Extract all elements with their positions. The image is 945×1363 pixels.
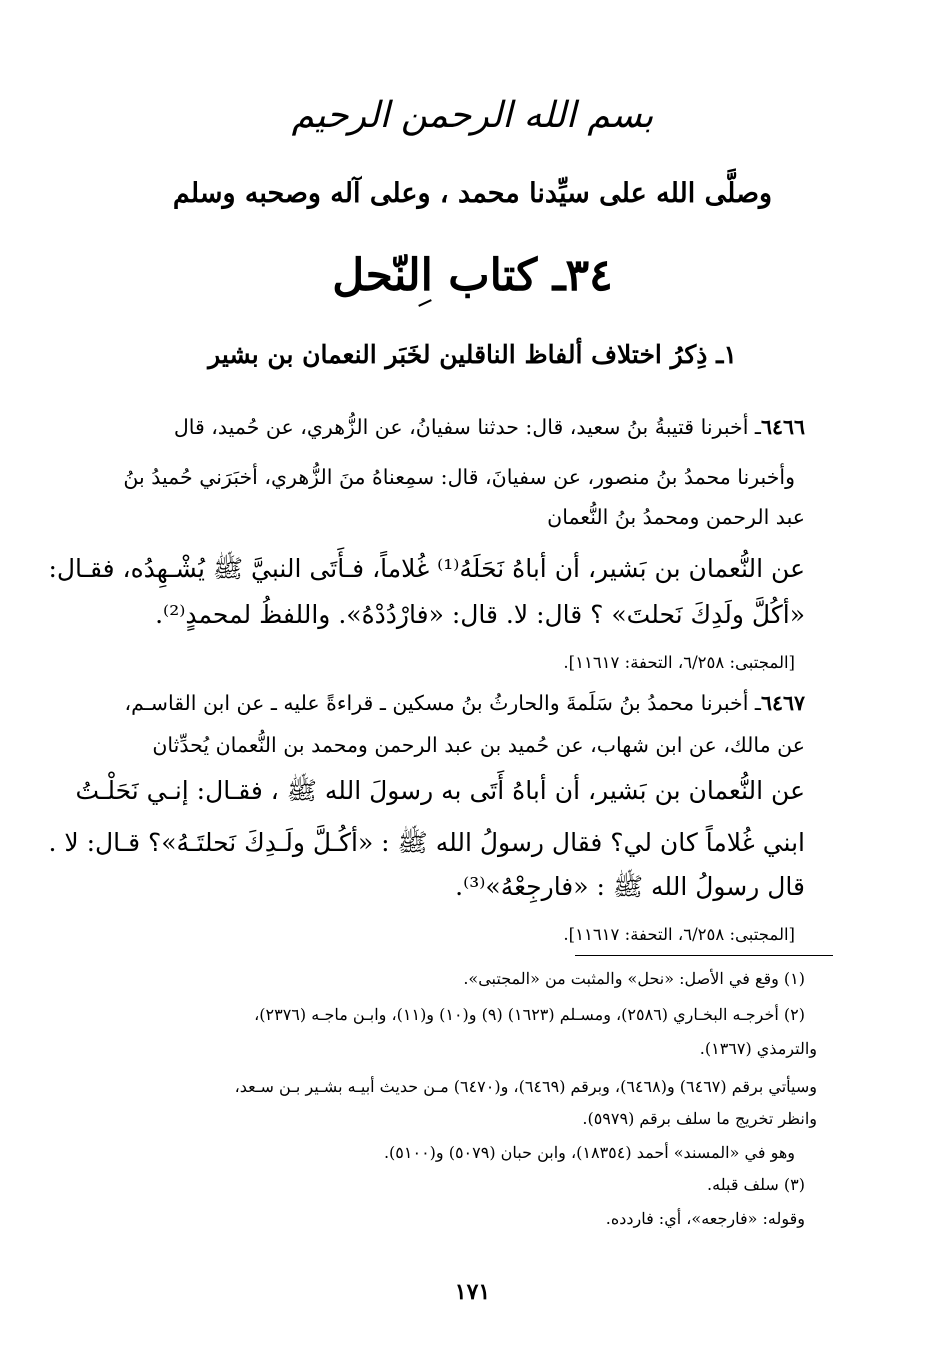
basmala-calligraphy: بسم الله الرحمن الرحيم xyxy=(291,95,654,136)
hadith-6466-matn-line-2: «أكُلَّ ولَدِكَ نَحلتَ» ؟ قال: لا. قال: «فارْدُدْهُ». واللفظُ لمحمدٍ⁽²⁾. xyxy=(155,600,805,629)
book-title xyxy=(0,244,945,308)
hadith-6467-isnad-line-1 xyxy=(125,686,806,720)
hadith-6466-reference: [المجتبى: ٦/٢٥٨، التحفة: ١١٦١٧]. xyxy=(563,653,795,672)
page-number: ١٧١ xyxy=(454,1279,491,1305)
footnote-divider xyxy=(575,955,833,956)
footnote-2-line-1: (٢) أخرجـه البخـاري (٢٥٨٦)، ومسـلم (١٦٢٣) (٩) و(١٠) و(١١)، وابـن ماجـه (٢٣٧٦)، xyxy=(254,1005,805,1024)
isnad-text: ـ أخبرنا محمدُ بنُ سَلَمةَ والحارثُ بنُ مسكين ـ قراءةً عليه ـ عن ابن القاسـم، xyxy=(124,691,761,715)
salawat-line: وصلَّى الله على سيِّدنا محمد ، وعلى آله وصحبه وسلم xyxy=(172,178,773,209)
hadith-number: ٦٤٦٦ xyxy=(760,415,805,439)
footnote-2-line-4: وانظر تخريج ما سلف برقم (٥٩٧٩). xyxy=(582,1109,817,1128)
footnote-1: (١) وقع في الأصل: «نحل» والمثبت من «المجتبى». xyxy=(463,969,805,988)
footnote-3-line-2: وقوله: «فارجعه»، أي: فاردده. xyxy=(605,1209,805,1228)
hadith-number: ٦٤٦٧ xyxy=(760,691,805,715)
footnote-2-line-2: والترمذي (١٣٦٧). xyxy=(699,1039,817,1058)
hadith-6467-isnad-line-2: عن مالك، عن ابن شهاب، عن حُميد بن عبد الرحمن ومحمد بن النُّعمان يُحدِّثان xyxy=(152,733,805,757)
hadith-6467-matn-line-2: ابني غُلاماً كان لي؟ فقال رسولُ الله ﷺ : «أكُـلَّ ولَـدِكَ نَحلتَـهُ»؟ قـال: لا . xyxy=(48,828,805,857)
hadith-6466-isnad-line-3: عبد الرحمن ومحمدُ بنُ النُّعمان xyxy=(547,505,805,529)
isnad-text: ـ أخبرنا قتيبةُ بنُ سعيد، قال: حدثنا سفيانُ، عن الزُّهري، عن حُميد، قال xyxy=(173,415,761,439)
hadith-6466-isnad-line-2: وأخبرنا محمدُ بنُ منصور، عن سفيانَ، قال: سمِعناهُ منَ الزُّهري، أخبَرَني حُميدُ بنُ xyxy=(123,465,795,489)
hadith-6467-reference: [المجتبى: ٦/٢٥٨، التحفة: ١١٦١٧]. xyxy=(563,925,795,944)
footnote-3-line-1: (٣) سلف قبله. xyxy=(707,1175,805,1194)
hadith-6467-matn-line-1: عن النُّعمان بن بَشير، أن أباهُ أَتَى به رسولَ الله ﷺ ، فقـال: إنـي نَحَلْـتُ xyxy=(75,776,805,805)
hadith-6466-matn-line-1: عن النُّعمان بن بَشير، أن أباهُ نَحَلَهُ⁽¹⁾ غُلاماً، فـأَتَى النبيَّ ﷺ يُشْـهِدُه، فقـال: xyxy=(48,554,805,583)
chapter-title: ١ـ ذِكرُ اختلاف ألفاظ الناقلين لخَبَر النعمان بن بشير xyxy=(208,340,737,369)
book-title-text: ٣٤ـ كتاب النّحل xyxy=(332,250,613,301)
hadith-6467-matn-line-3: قال رسولُ الله ﷺ : «فارجِعْهُ»⁽³⁾. xyxy=(455,872,805,901)
footnote-2-line-5: وهو في «المسند» أحمد (١٨٣٥٤)، وابن حبان (٥٠٧٩) و(٥١٠٠). xyxy=(383,1143,795,1162)
hadith-6466-isnad-line-1 xyxy=(174,410,805,444)
footnote-2-line-3: وسيأتي برقم (٦٤٦٧) و(٦٤٦٨)، وبرقم (٦٤٦٩)، و(٦٤٧٠) مـن حديث أبيـه بشـير بـن سـعد، xyxy=(234,1077,817,1096)
